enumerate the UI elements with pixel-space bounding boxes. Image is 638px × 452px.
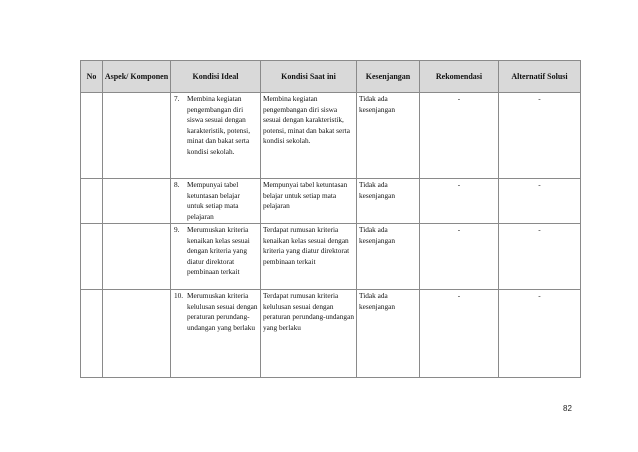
header-no: No	[81, 61, 103, 93]
cell-aspek	[103, 93, 171, 179]
cell-aspek	[103, 179, 171, 224]
kondisi-ideal-text: Merumuskan kriteria kenaikan kelas sesuai dengan kriteria yang diatur direktorat pembinaan terkait	[187, 225, 250, 276]
cell-kondisi-saat-ini: Membina kegiatan pengembangan diri siswa sesuai dengan karakteristik, potensi, minat dan bakat serta kondisi sekolah.	[261, 93, 357, 179]
kondisi-ideal-text: Merumuskan kriteria kelulusan sesuai dengan peraturan perundang-undangan yang berlaku	[187, 291, 258, 332]
item-number: 9.	[174, 225, 180, 234]
cell-rekomendasi: -	[420, 290, 499, 378]
cell-kesenjangan: Tidak ada kesenjangan	[357, 224, 420, 290]
item-number: 8.	[174, 180, 180, 189]
cell-alternatif-solusi: -	[499, 93, 581, 179]
table-header-row	[81, 61, 581, 93]
kondisi-ideal-text: Mempunyai tabel ketuntasan belajar untuk setiap mata pelajaran	[187, 180, 240, 221]
cell-kondisi-saat-ini: Terdapat rumusan kriteria kenaikan kelas sesuai dengan kriteria yang diatur direktorat pembinaan terkait	[261, 224, 357, 290]
header-kondisi-ideal: Kondisi Ideal	[171, 61, 261, 93]
cell-kesenjangan: Tidak ada kesenjangan	[357, 179, 420, 224]
header-kondisi-saat-ini: Kondisi Saat ini	[261, 61, 357, 93]
cell-alternatif-solusi: -	[499, 224, 581, 290]
header-kesenjangan: Kesenjangan	[357, 61, 420, 93]
evaluation-table	[80, 60, 581, 378]
cell-kesenjangan: Tidak ada kesenjangan	[357, 290, 420, 378]
cell-alternatif-solusi: -	[499, 179, 581, 224]
cell-kondisi-ideal	[171, 290, 261, 378]
item-number: 10.	[174, 291, 184, 300]
page-number: 82	[563, 404, 572, 413]
cell-rekomendasi: -	[420, 179, 499, 224]
header-aspek-komponen: Aspek/ Komponen	[103, 61, 171, 93]
header-alternatif-solusi: Alternatif Solusi	[499, 61, 581, 93]
cell-kondisi-ideal	[171, 93, 261, 179]
cell-no	[81, 93, 103, 179]
kondisi-ideal-text: Membina kegiatan pengembangan diri siswa sesuai dengan karakteristik, potensi, minat dan bakat serta kondisi sekolah.	[187, 94, 251, 156]
table-row	[81, 179, 581, 224]
cell-aspek	[103, 224, 171, 290]
table-row	[81, 224, 581, 290]
cell-alternatif-solusi: -	[499, 290, 581, 378]
header-rekomendasi: Rekomendasi	[420, 61, 499, 93]
cell-kondisi-ideal	[171, 224, 261, 290]
cell-no	[81, 224, 103, 290]
cell-kondisi-saat-ini: Mempunyai tabel ketuntasan belajar untuk setiap mata pelajaran	[261, 179, 357, 224]
cell-rekomendasi: -	[420, 93, 499, 179]
table-row	[81, 290, 581, 378]
cell-no	[81, 179, 103, 224]
item-number: 7.	[174, 94, 180, 103]
cell-rekomendasi: -	[420, 224, 499, 290]
cell-kondisi-ideal	[171, 179, 261, 224]
cell-kondisi-saat-ini: Terdapat rumusan kriteria kelulusan sesuai dengan peraturan perundang-undangan yang berlaku	[261, 290, 357, 378]
table-row	[81, 93, 581, 179]
cell-kesenjangan: Tidak ada kesenjangan	[357, 93, 420, 179]
cell-aspek	[103, 290, 171, 378]
cell-no	[81, 290, 103, 378]
